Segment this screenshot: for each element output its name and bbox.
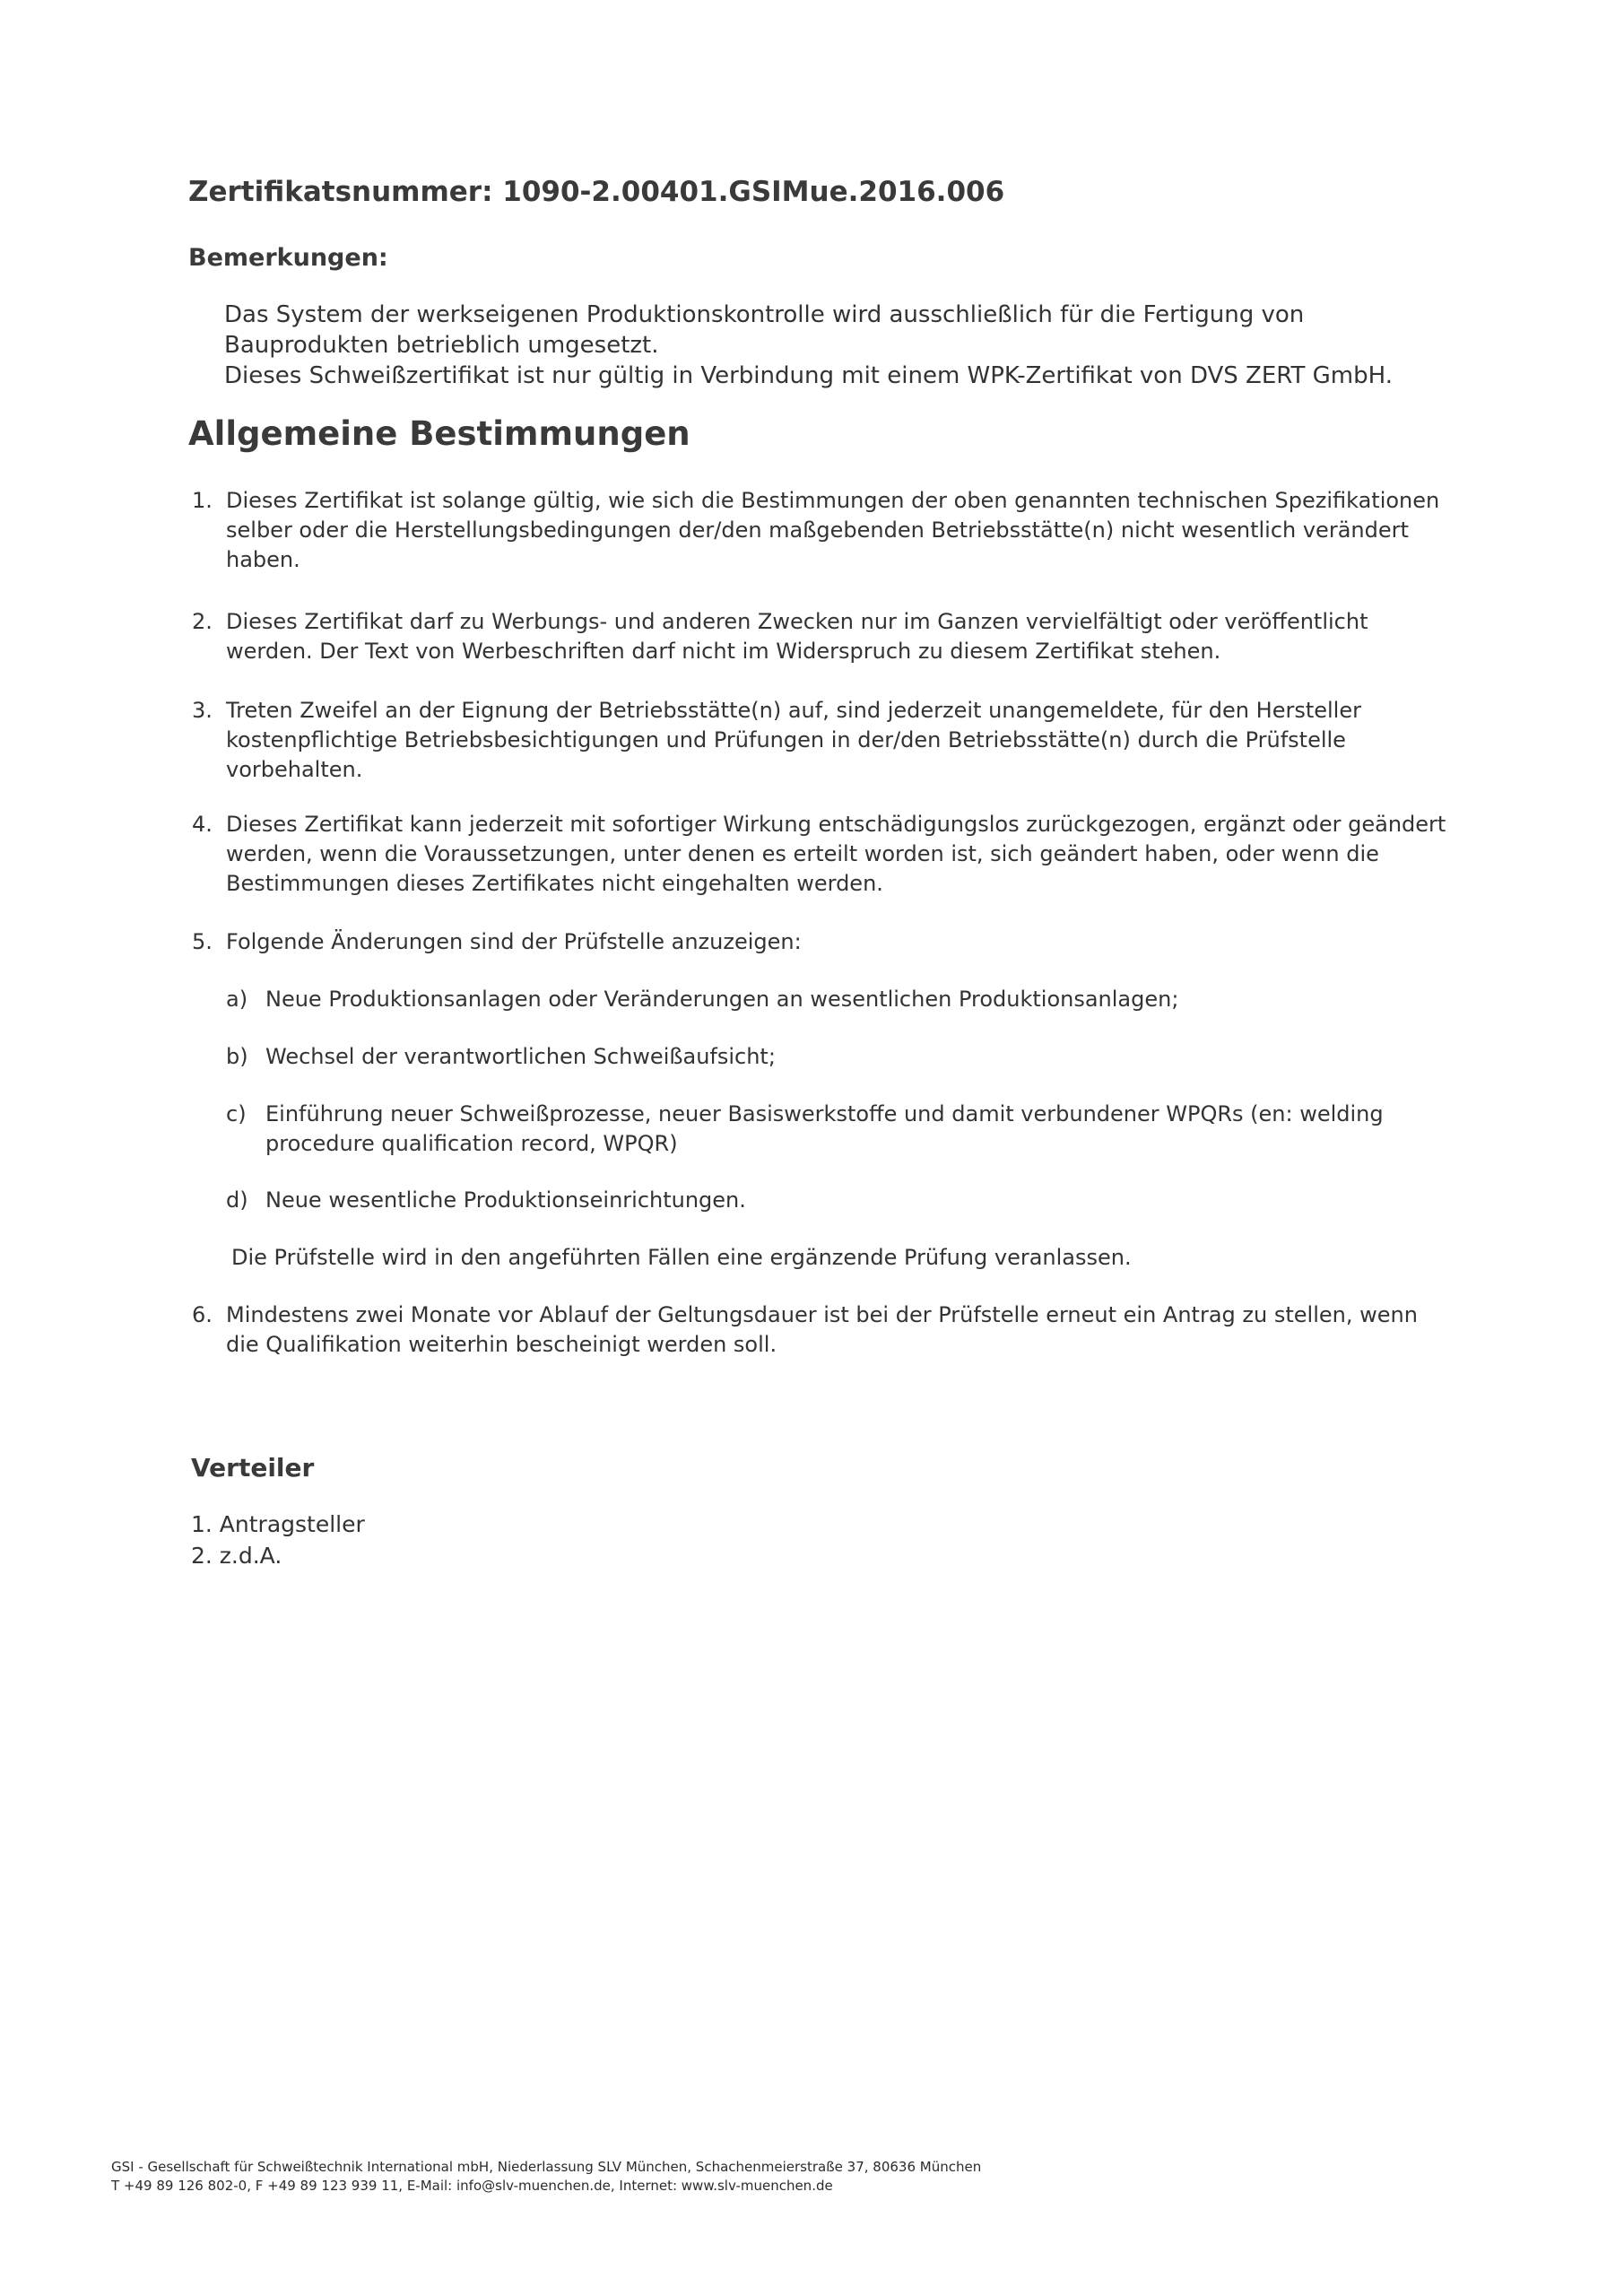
provision-item <box>192 486 1447 575</box>
subitem-text: Einführung neuer Schweißprozesse, neuer Basiswerkstoffe und damit verbundener WPQRs (en: welding procedure qualification record, WPQR) <box>265 1101 1384 1156</box>
provision-number: 5. <box>192 929 213 954</box>
provision-item <box>192 696 1447 785</box>
distribution-item: 2. z.d.A. <box>191 1543 282 1569</box>
provision-number: 3. <box>192 698 213 723</box>
provision-text: Mindestens zwei Monate vor Ablauf der Geltungsdauer ist bei der Prüfstelle erneut ein Antrag zu stellen, wenn die Qualifikation weiterhin bescheinigt werden soll. <box>226 1302 1418 1357</box>
provision-subitem <box>226 1100 1446 1159</box>
provision-item <box>192 810 1447 899</box>
provision-text: Dieses Zertifikat kann jederzeit mit sofortiger Wirkung entschädigungslos zurückgezogen, ergänzt oder geändert werden, wenn die Voraussetzungen, unter denen es erteilt worden ist, sich geändert haben, oder wenn die Bestimmungen dieses Zertifikates nicht eingehalten werden. <box>226 812 1446 896</box>
page-footer <box>111 2158 981 2196</box>
remarks-line: Das System der werkseigenen Produktionskontrolle wird ausschließlich für die Fertigung von <box>224 301 1305 328</box>
provision-item <box>192 927 1447 957</box>
subitem-letter: d) <box>226 1187 248 1213</box>
provision-text: Dieses Zertifikat darf zu Werbungs- und anderen Zwecken nur im Ganzen vervielfältigt oder veröffentlicht werden. Der Text von Werbeschriften darf nicht im Widerspruch zu diesem Zertifikat stehen. <box>226 609 1368 664</box>
provision-subitem <box>226 1042 1446 1072</box>
provision-item <box>192 607 1447 666</box>
footer-contact: T +49 89 126 802-0, F +49 89 123 939 11, E-Mail: info@slv-muenchen.de, Internet: www.slv-muenchen.de <box>111 2178 833 2194</box>
certificate-number: Zertifikatsnummer: 1090-2.00401.GSIMue.2016.006 <box>188 176 1005 208</box>
provision-number: 4. <box>192 812 213 837</box>
provision-subitem <box>226 985 1446 1014</box>
distribution-heading: Verteiler <box>191 1453 315 1483</box>
remarks-text <box>224 300 1480 391</box>
remarks-heading: Bemerkungen: <box>188 244 388 272</box>
subitem-text: Neue Produktionsanlagen oder Veränderungen an wesentlichen Produktionsanlagen; <box>265 987 1179 1012</box>
subitem-letter: b) <box>226 1044 248 1069</box>
provision-number: 6. <box>192 1302 213 1327</box>
provision-item <box>192 1300 1447 1360</box>
remarks-line: Dieses Schweißzertifikat ist nur gültig in Verbindung mit einem WPK-Zertifikat von DVS ZERT GmbH. <box>224 362 1393 389</box>
remarks-line: Bauprodukten betrieblich umgesetzt. <box>224 332 659 359</box>
provision-number: 1. <box>192 488 213 513</box>
distribution-item: 1. Antragsteller <box>191 1511 365 1537</box>
subitem-text: Neue wesentliche Produktionseinrichtungen. <box>265 1187 746 1213</box>
provision-text: Treten Zweifel an der Eignung der Betriebsstätte(n) auf, sind jederzeit unangemeldete, für den Hersteller kostenpflichtige Betriebsbesichtigungen und Prüfungen in der/den Betriebsstätte(n) durch die Prüfstelle vorbehalten. <box>226 698 1361 782</box>
footer-address: GSI - Gesellschaft für Schweißtechnik International mbH, Niederlassung SLV München, Schachenmeierstraße 37, 80636 München <box>111 2159 982 2175</box>
subitem-letter: c) <box>226 1101 247 1126</box>
general-provisions-heading: Allgemeine Bestimmungen <box>188 414 690 453</box>
distribution-list <box>191 1509 365 1571</box>
provision-text: Dieses Zertifikat ist solange gültig, wie sich die Bestimmungen der oben genannten technischen Spezifikationen selber oder die Herstellungsbedingungen der/den maßgebenden Betriebsstätte(n) nicht wesentlich verändert haben. <box>226 488 1440 572</box>
provision-subitem <box>226 1186 1446 1215</box>
provision-note: Die Prüfstelle wird in den angeführten Fällen eine ergänzende Prüfung veranlassen. <box>231 1245 1132 1270</box>
subitem-text: Wechsel der verantwortlichen Schweißaufsicht; <box>265 1044 776 1069</box>
subitem-letter: a) <box>226 987 248 1012</box>
provision-text: Folgende Änderungen sind der Prüfstelle anzuzeigen: <box>226 929 802 954</box>
provision-number: 2. <box>192 609 213 634</box>
